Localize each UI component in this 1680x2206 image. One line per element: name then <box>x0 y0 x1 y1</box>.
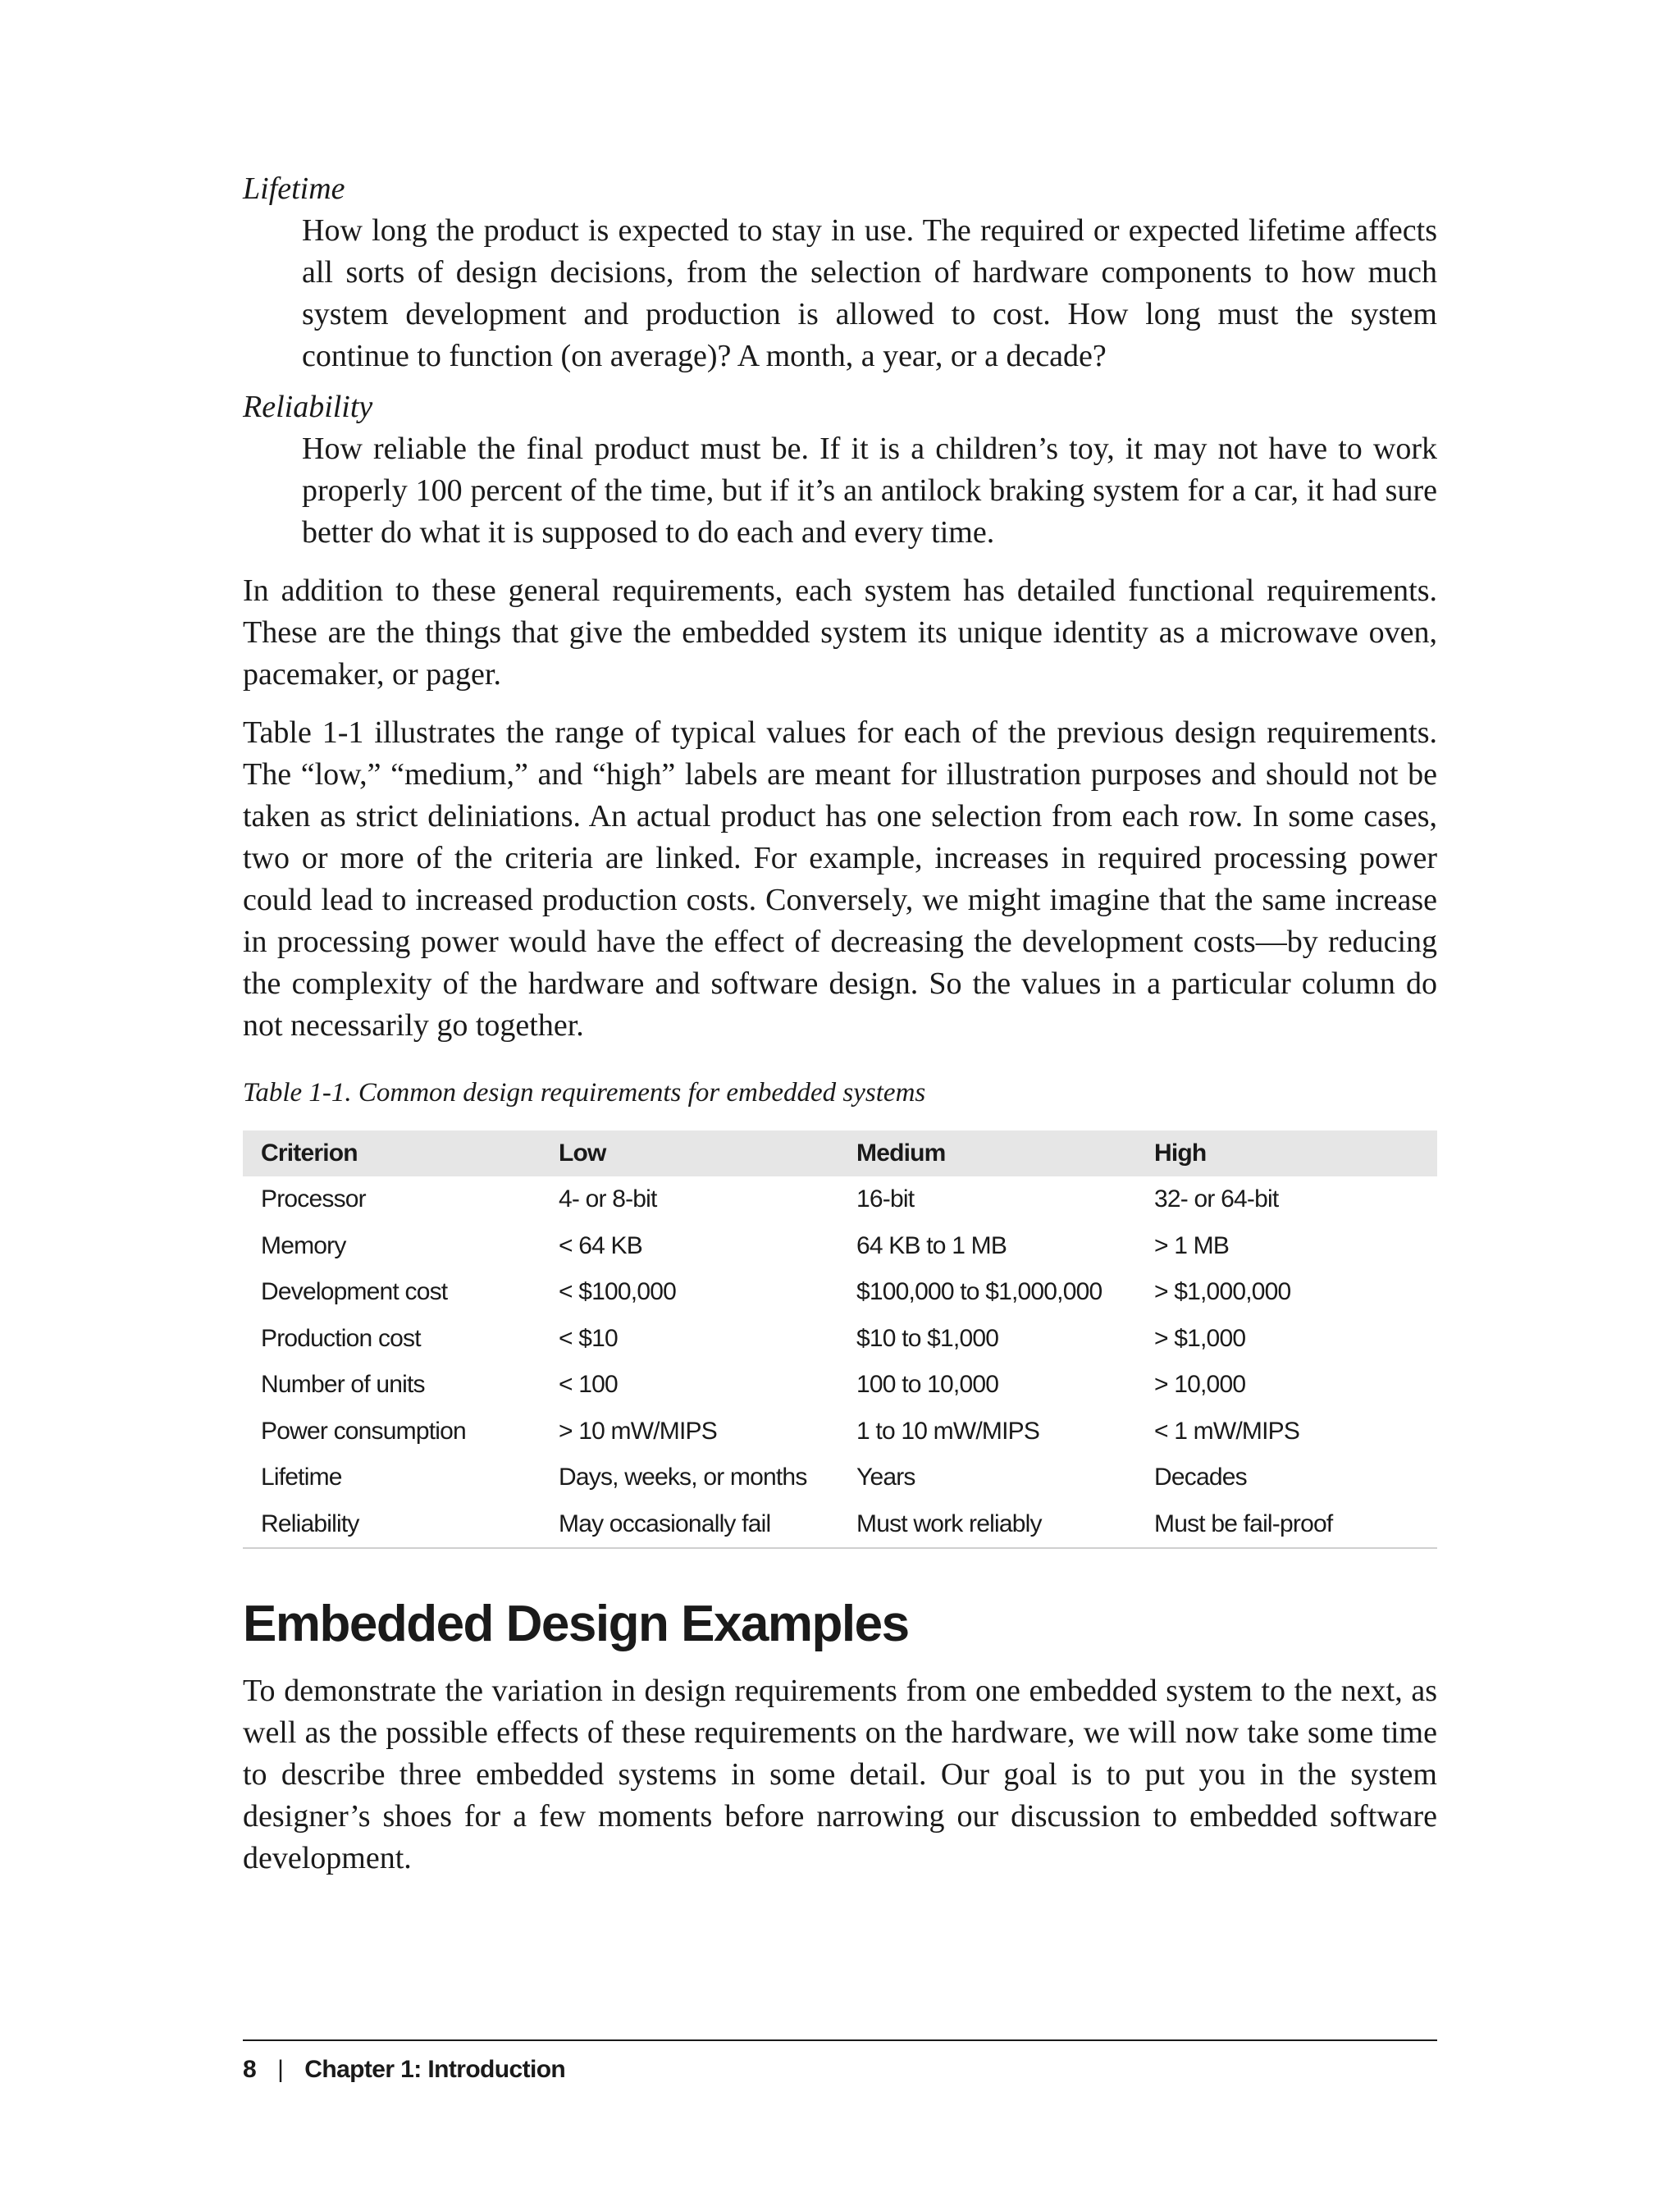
table-cell: > 1 MB <box>1154 1231 1230 1259</box>
section-heading: Embedded Design Examples <box>243 1596 909 1652</box>
table-header-row <box>243 1130 1437 1176</box>
definition-term-reliability: Reliability <box>243 390 373 424</box>
paragraph-table-intro: Table 1-1 illustrates the range of typical values for each of the previous design requirements. The “low,” “medium,” and “high” labels are meant for illustration purposes and should not be taken as strict deliniations. An actual product has one selection from each row. In some cases, two or more of the criteria are linked. For example, increases in required processing power could lead to increased production costs. Conversely, we might imagine that the same increase in processing power would have the effect of decreasing the development costs—by reducing the complexity of the hardware and software design. So the values in a particular column do not necessarily go together. <box>243 715 1437 1043</box>
paragraph-requirements: In addition to these general requirements, each system has detailed functional requirements. These are the things that give the embedded system its unique identity as a microwave oven, pacemaker, or pager. <box>243 573 1437 692</box>
table-cell: Memory <box>261 1231 346 1259</box>
table-cell: Number of units <box>261 1371 425 1399</box>
page-content <box>243 168 1437 1879</box>
table-cell: Years <box>856 1464 915 1491</box>
table-cell: 64 KB to 1 MB <box>856 1231 1007 1259</box>
footer-separator: | <box>277 2056 284 2083</box>
table-cell: < 100 <box>559 1371 618 1399</box>
table-header-criterion: Criterion <box>243 1130 541 1176</box>
table-cell: Power consumption <box>261 1417 466 1445</box>
table-cell: Production cost <box>261 1324 421 1352</box>
table-cell: Processor <box>261 1185 366 1213</box>
definition-term-lifetime: Lifetime <box>243 171 345 206</box>
chapter-title: Chapter 1: Introduction <box>304 2056 566 2083</box>
table-header-medium: Medium <box>838 1130 1136 1176</box>
table-cell: < 64 KB <box>559 1231 642 1259</box>
table-cell: > 10,000 <box>1154 1371 1246 1399</box>
table-row <box>243 1223 1437 1270</box>
table-cell: > $1,000 <box>1154 1324 1246 1352</box>
table-cell: < $100,000 <box>559 1278 676 1306</box>
definition-text-reliability: How reliable the final product must be. If it is a children’s toy, it may not have to work properly 100 percent of the time, but if it’s an antilock braking system for a car, it had sure better do what it is supposed to do each and every time. <box>302 432 1437 550</box>
table-row <box>243 1362 1437 1409</box>
table-cell: < $10 <box>559 1324 618 1352</box>
page-footer <box>243 2039 1437 2084</box>
table-cell: 1 to 10 mW/MIPS <box>856 1417 1040 1445</box>
page-number: 8 <box>243 2056 257 2083</box>
section-paragraph: To demonstrate the variation in design requirements from one embedded system to the next, as well as the possible effects of these requirements on the hardware, we will now take some time to describe three embedded systems in some detail. Our goal is to put you in the system designer’s shoes for a few moments before narrowing our discussion to embedded software development. <box>243 1674 1437 1875</box>
table-row <box>243 1501 1437 1549</box>
table-header-high: High <box>1136 1130 1437 1176</box>
table-cell: 32- or 64-bit <box>1154 1185 1279 1213</box>
table-row <box>243 1316 1437 1363</box>
table-cell: Lifetime <box>261 1464 342 1491</box>
table-cell: 100 to 10,000 <box>856 1371 999 1399</box>
requirements-table <box>243 1130 1437 1549</box>
table-cell: Decades <box>1154 1464 1247 1491</box>
table-row <box>243 1176 1437 1223</box>
table-row <box>243 1409 1437 1455</box>
table-header-low: Low <box>541 1130 838 1176</box>
table-cell: Must be fail-proof <box>1136 1501 1437 1549</box>
table-cell: > $1,000,000 <box>1154 1278 1291 1306</box>
table-row <box>243 1269 1437 1316</box>
table-caption: Table 1-1. Common design requirements for embedded systems <box>243 1078 926 1108</box>
table-cell: Days, weeks, or months <box>559 1464 807 1491</box>
table-cell: > 10 mW/MIPS <box>559 1417 717 1445</box>
table-cell: Development cost <box>261 1278 448 1306</box>
table-cell: May occasionally fail <box>541 1501 838 1549</box>
table-cell: < 1 mW/MIPS <box>1154 1417 1300 1445</box>
table-row <box>243 1455 1437 1501</box>
table-cell: Reliability <box>243 1501 541 1549</box>
definition-text-lifetime: How long the product is expected to stay in use. The required or expected lifetime affects all sorts of design decisions, from the selection of hardware components to how much system development and production is allowed to cost. How long must the system continue to function (on average)? A month, a year, or a decade? <box>302 213 1437 373</box>
table-cell: 16-bit <box>856 1185 915 1213</box>
table-cell: $10 to $1,000 <box>856 1324 999 1352</box>
table-cell: $100,000 to $1,000,000 <box>856 1278 1102 1306</box>
table-cell: 4- or 8-bit <box>559 1185 657 1213</box>
table-cell: Must work reliably <box>838 1501 1136 1549</box>
